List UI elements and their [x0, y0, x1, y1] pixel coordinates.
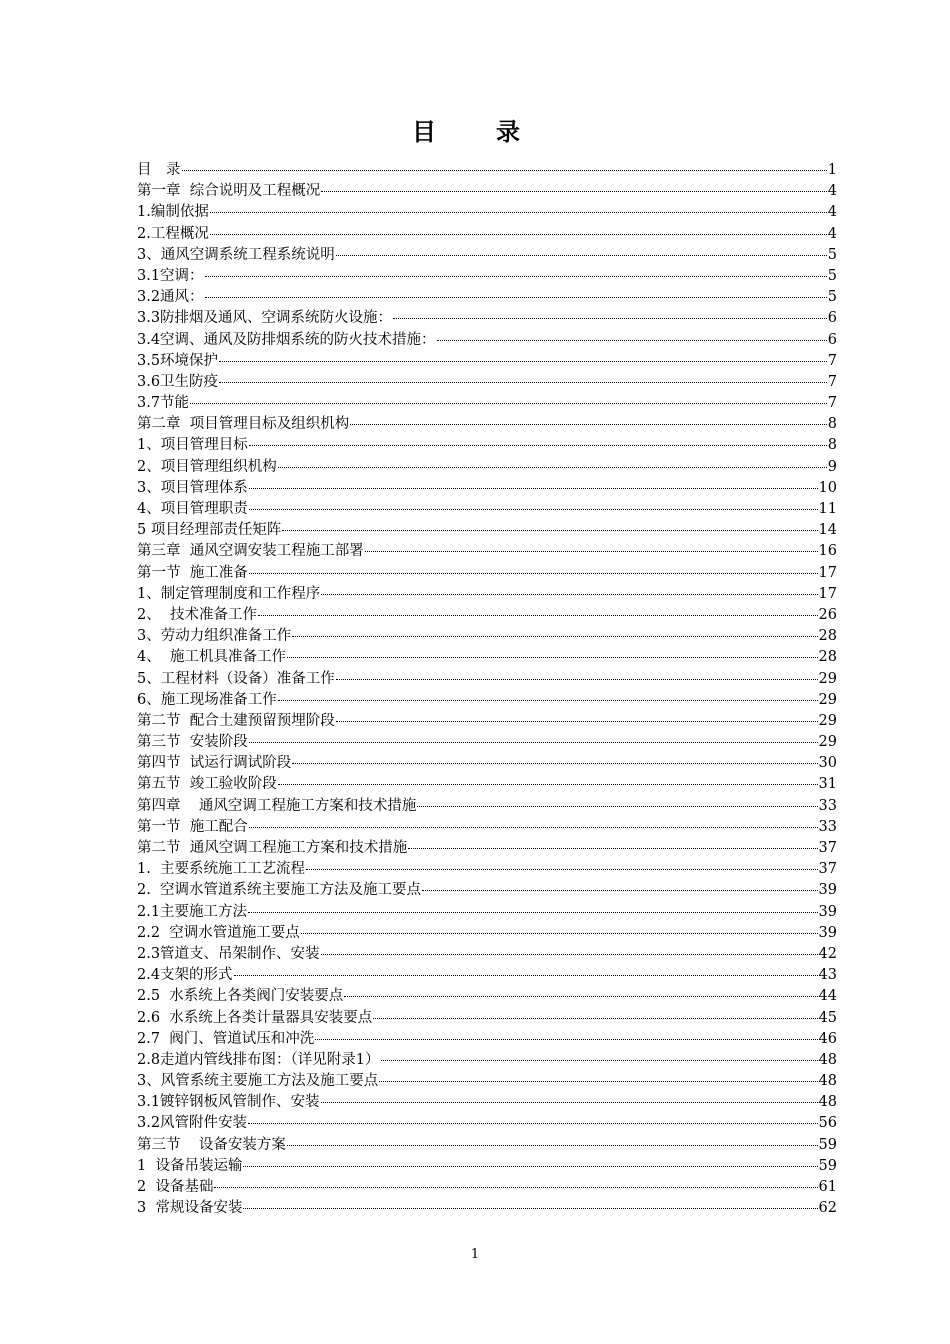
toc-dot-leader: [278, 784, 818, 785]
toc-entry-text: 3.2通风：: [137, 289, 204, 306]
toc-dot-leader: [210, 212, 827, 213]
toc-entry[interactable]: [137, 372, 837, 393]
toc-dot-leader: [321, 594, 817, 595]
toc-entry[interactable]: [137, 1177, 837, 1198]
toc-dot-leader: [249, 827, 818, 828]
toc-entry[interactable]: [137, 584, 837, 605]
toc-dot-leader: [243, 1208, 817, 1209]
toc-dot-leader: [381, 1060, 818, 1061]
toc-entry-page: 48: [818, 1073, 837, 1090]
toc-entry-text: 第一节 施工配合: [137, 818, 248, 835]
toc-entry-text: 第一章 综合说明及工程概况: [137, 183, 321, 200]
toc-entry-text: 第三节 安装阶段: [137, 734, 248, 751]
toc-entry-page: 46: [818, 1030, 837, 1047]
toc-dot-leader: [210, 234, 827, 235]
toc-entry-page: 33: [818, 818, 837, 835]
toc-entry[interactable]: [137, 796, 837, 817]
toc-dot-leader: [393, 318, 827, 319]
toc-entry[interactable]: [137, 1135, 837, 1156]
toc-entry-text: 2.7 阀门、管道试压和冲洗: [137, 1030, 315, 1047]
toc-entry-page: 16: [818, 543, 837, 560]
toc-dot-leader: [249, 509, 818, 510]
toc-entry-page: 39: [818, 882, 837, 899]
toc-dot-leader: [292, 636, 817, 637]
toc-entry[interactable]: [137, 838, 837, 859]
toc-entry[interactable]: [137, 160, 837, 181]
toc-entry-text: 3.2风管附件安装: [137, 1115, 248, 1132]
toc-dot-leader: [248, 912, 817, 913]
toc-entry-text: 2.1主要施工方法: [137, 903, 248, 920]
toc-entry-page: 26: [818, 606, 837, 623]
toc-entry-text: 3.3防排烟及通风、空调系统防火设施：: [137, 310, 393, 327]
toc-entry-page: 5: [827, 289, 837, 306]
toc-entry[interactable]: [137, 690, 837, 711]
toc-entry-text: 第三章 通风空调安装工程施工部署: [137, 543, 364, 560]
toc-entry-text: 5、工程材料（设备）准备工作: [137, 670, 335, 687]
toc-entry-page: 6: [827, 331, 837, 348]
toc-entry[interactable]: [137, 457, 837, 478]
toc-entry-text: 1. 主要系统施工工艺流程: [137, 861, 306, 878]
toc-entry-text: 2.5 水系统上各类阀门安装要点: [137, 988, 344, 1005]
toc-entry-page: 37: [818, 840, 837, 856]
toc-entry[interactable]: [137, 414, 837, 435]
toc-entry-text: 2.4支架的形式: [137, 967, 233, 984]
toc-entry[interactable]: [137, 1050, 837, 1071]
toc-entry-text: 2.6 水系统上各类计量器具安装要点: [137, 1009, 373, 1026]
toc-entry[interactable]: [137, 669, 837, 690]
toc-entry-page: 29: [818, 734, 837, 751]
toc-entry-page: 31: [818, 776, 837, 793]
toc-dot-leader: [336, 721, 818, 722]
toc-entry-text: 2.2 空调水管道施工要点: [137, 924, 300, 941]
toc-entry-page: 43: [818, 967, 837, 984]
toc-entry[interactable]: [137, 880, 837, 901]
toc-dot-leader: [321, 191, 827, 192]
toc-entry-text: 3.6卫生防疫: [137, 373, 219, 390]
toc-dot-leader: [249, 488, 818, 489]
toc-entry-text: 2. 空调水管道系统主要施工方法及施工要点: [137, 882, 422, 899]
toc-entry-page: 62: [818, 1200, 837, 1217]
toc-entry[interactable]: [137, 266, 837, 287]
toc-entry-page: 39: [818, 924, 837, 941]
toc-dot-leader: [287, 657, 818, 658]
toc-entry[interactable]: [137, 626, 837, 647]
toc-entry[interactable]: [137, 1113, 837, 1134]
toc-dot-leader: [408, 848, 817, 849]
toc-dot-leader: [219, 361, 827, 362]
toc-entry-page: 4: [827, 204, 837, 221]
toc-entry[interactable]: [137, 1008, 837, 1029]
toc-entry-page: 29: [818, 712, 837, 729]
toc-entry-text: 第二章 项目管理目标及组织机构: [137, 416, 350, 433]
toc-entry-text: 3、劳动力组织准备工作: [137, 628, 292, 645]
toc-entry[interactable]: [137, 541, 837, 562]
toc-entry-text: 5 项目经理部责任矩阵: [137, 522, 282, 539]
toc-entry[interactable]: [137, 1156, 837, 1177]
toc-dot-leader: [321, 1102, 818, 1103]
toc-entry[interactable]: [137, 181, 837, 202]
toc-entry-page: 39: [818, 903, 837, 920]
toc-entry[interactable]: [137, 817, 837, 838]
toc-dot-leader: [365, 551, 818, 552]
toc-entry-page: 28: [818, 649, 837, 666]
toc-entry[interactable]: [137, 923, 837, 944]
toc-entry-text: 3.5环境保护: [137, 352, 219, 369]
toc-dot-leader: [219, 382, 827, 383]
toc-entry[interactable]: [137, 435, 837, 456]
toc-entry-text: 3、项目管理体系: [137, 479, 248, 496]
toc-entry-text: 第二节 配合土建预留预埋阶段: [137, 712, 335, 729]
toc-dot-leader: [437, 340, 827, 341]
toc-entry-text: 2、 技术准备工作: [137, 606, 257, 623]
toc-entry[interactable]: [137, 393, 837, 414]
page-number: 1: [470, 1247, 480, 1262]
toc-entry[interactable]: [137, 965, 837, 986]
toc-entry-text: 第五节 竣工验收阶段: [137, 776, 277, 793]
toc-entry-text: 2.8走道内管线排布图：（详见附录1）: [137, 1051, 380, 1068]
toc-entry[interactable]: [137, 647, 837, 668]
toc-entry-text: 4、 施工机具准备工作: [137, 649, 286, 666]
toc-entry[interactable]: [137, 245, 837, 266]
toc-dot-leader: [282, 530, 817, 531]
toc-entry-text: 第二节 通风空调工程施工方案和技术措施: [137, 840, 408, 856]
toc-entry-text: 1、项目管理目标: [137, 437, 248, 454]
toc-entry-page: 45: [818, 1009, 837, 1026]
toc-dot-leader: [234, 975, 818, 976]
toc-entry-page: 29: [818, 670, 837, 687]
toc-entry-page: 6: [827, 310, 837, 327]
toc-entry[interactable]: [137, 774, 837, 795]
toc-entry-text: 第四节 试运行调试阶段: [137, 755, 292, 772]
toc-entry-page: 14: [818, 522, 837, 539]
toc-entry-page: 17: [818, 585, 837, 602]
toc-dot-leader: [344, 996, 817, 997]
toc-dot-leader: [422, 890, 817, 891]
toc-dot-leader: [417, 806, 817, 807]
toc-entry[interactable]: [137, 711, 837, 732]
toc-dot-leader: [336, 255, 827, 256]
toc-entry[interactable]: [137, 351, 837, 372]
toc-entry-page: 59: [818, 1157, 837, 1174]
toc-entry[interactable]: [137, 859, 837, 880]
toc-entry[interactable]: [137, 520, 837, 541]
toc-entry-page: 7: [827, 352, 837, 369]
toc-entry-page: 11: [818, 501, 837, 517]
toc-dot-leader: [205, 297, 827, 298]
toc-entry-page: 33: [818, 797, 837, 814]
toc-dot-leader: [190, 403, 827, 404]
toc-dot-leader: [292, 763, 817, 764]
toc-entry[interactable]: [137, 1198, 837, 1219]
toc-entry[interactable]: [137, 563, 837, 584]
toc-entry[interactable]: [137, 1092, 837, 1113]
toc-entry[interactable]: [137, 986, 837, 1007]
toc-list: [137, 160, 837, 1219]
toc-entry[interactable]: [137, 902, 837, 923]
toc-entry-page: 8: [827, 437, 837, 454]
toc-entry[interactable]: [137, 1071, 837, 1092]
toc-entry-text: 2.工程概况: [137, 225, 209, 242]
toc-entry-page: 56: [818, 1115, 837, 1132]
toc-entry[interactable]: [137, 478, 837, 499]
toc-entry[interactable]: [137, 499, 837, 520]
toc-dot-leader: [243, 1166, 817, 1167]
toc-entry-page: 28: [818, 628, 837, 645]
toc-entry[interactable]: [137, 753, 837, 774]
toc-entry-text: 2 设备基础: [137, 1179, 214, 1195]
toc-dot-leader: [350, 424, 827, 425]
toc-entry-page: 1: [827, 162, 837, 178]
toc-entry[interactable]: [137, 944, 837, 965]
toc-entry-text: 1.编制依据: [137, 204, 209, 221]
toc-dot-leader: [249, 445, 827, 446]
toc-entry-page: 42: [818, 945, 837, 962]
toc-title: 目 录: [412, 118, 538, 146]
toc-entry-text: 3.1空调：: [137, 267, 204, 284]
toc-entry[interactable]: [137, 330, 837, 351]
toc-entry-text: 3.4空调、通风及防排烟系统的防火技术措施：: [137, 331, 436, 348]
toc-entry-page: 10: [818, 479, 837, 496]
toc-entry[interactable]: [137, 605, 837, 626]
toc-entry-page: 4: [827, 225, 837, 242]
toc-entry-page: 17: [818, 564, 837, 581]
toc-entry-page: 29: [818, 691, 837, 708]
toc-dot-leader: [278, 467, 827, 468]
toc-entry-text: 1、制定管理制度和工作程序: [137, 585, 321, 602]
toc-entry-page: 5: [827, 267, 837, 284]
toc-dot-leader: [315, 1039, 817, 1040]
toc-dot-leader: [248, 1123, 817, 1124]
toc-entry-page: 48: [818, 1051, 837, 1068]
toc-entry-text: 第四章 通风空调工程施工方案和技术措施: [137, 797, 417, 814]
toc-dot-leader: [373, 1018, 817, 1019]
toc-entry-page: 44: [818, 988, 837, 1005]
toc-entry-text: 3.1镀锌钢板风管制作、安装: [137, 1094, 320, 1111]
toc-entry-text: 2.3管道支、吊架制作、安装: [137, 945, 320, 962]
toc-dot-leader: [379, 1081, 817, 1082]
toc-entry-text: 1 设备吊装运输: [137, 1157, 243, 1174]
toc-entry-text: 6、施工现场准备工作: [137, 691, 277, 708]
toc-dot-leader: [301, 933, 818, 934]
toc-entry-page: 9: [827, 458, 837, 475]
toc-entry-page: 61: [818, 1179, 837, 1195]
toc-entry-text: 3、风管系统主要施工方法及施工要点: [137, 1073, 379, 1090]
toc-entry-text: 4、项目管理职责: [137, 501, 248, 517]
toc-entry-page: 5: [827, 246, 837, 263]
toc-dot-leader: [249, 742, 818, 743]
toc-entry-page: 37: [818, 861, 837, 878]
toc-entry[interactable]: [137, 308, 837, 329]
toc-entry-text: 3 常规设备安装: [137, 1200, 243, 1217]
toc-dot-leader: [214, 1187, 817, 1188]
toc-entry-text: 3、通风空调系统工程系统说明: [137, 246, 335, 263]
toc-entry-text: 2、项目管理组织机构: [137, 458, 277, 475]
toc-entry-page: 7: [827, 373, 837, 390]
toc-dot-leader: [278, 700, 818, 701]
toc-dot-leader: [287, 1145, 818, 1146]
toc-entry-page: 59: [818, 1136, 837, 1153]
toc-entry-page: 30: [818, 755, 837, 772]
toc-entry-page: 8: [827, 416, 837, 433]
toc-entry-text: 3.7节能: [137, 395, 190, 412]
toc-entry-page: 4: [827, 183, 837, 200]
toc-dot-leader: [249, 573, 818, 574]
toc-entry-text: 第三节 设备安装方案: [137, 1136, 286, 1153]
toc-entry-page: 7: [827, 395, 837, 412]
toc-entry[interactable]: [137, 732, 837, 753]
toc-entry-text: 目 录: [137, 162, 181, 178]
toc-entry[interactable]: [137, 224, 837, 245]
toc-dot-leader: [336, 679, 818, 680]
toc-dot-leader: [321, 954, 818, 955]
toc-entry[interactable]: [137, 202, 837, 223]
toc-entry[interactable]: [137, 1029, 837, 1050]
toc-entry[interactable]: [137, 287, 837, 308]
toc-dot-leader: [182, 170, 827, 171]
toc-dot-leader: [306, 869, 817, 870]
toc-entry-text: 第一节 施工准备: [137, 564, 248, 581]
toc-dot-leader: [258, 615, 818, 616]
toc-entry-page: 48: [818, 1094, 837, 1111]
toc-dot-leader: [205, 276, 827, 277]
